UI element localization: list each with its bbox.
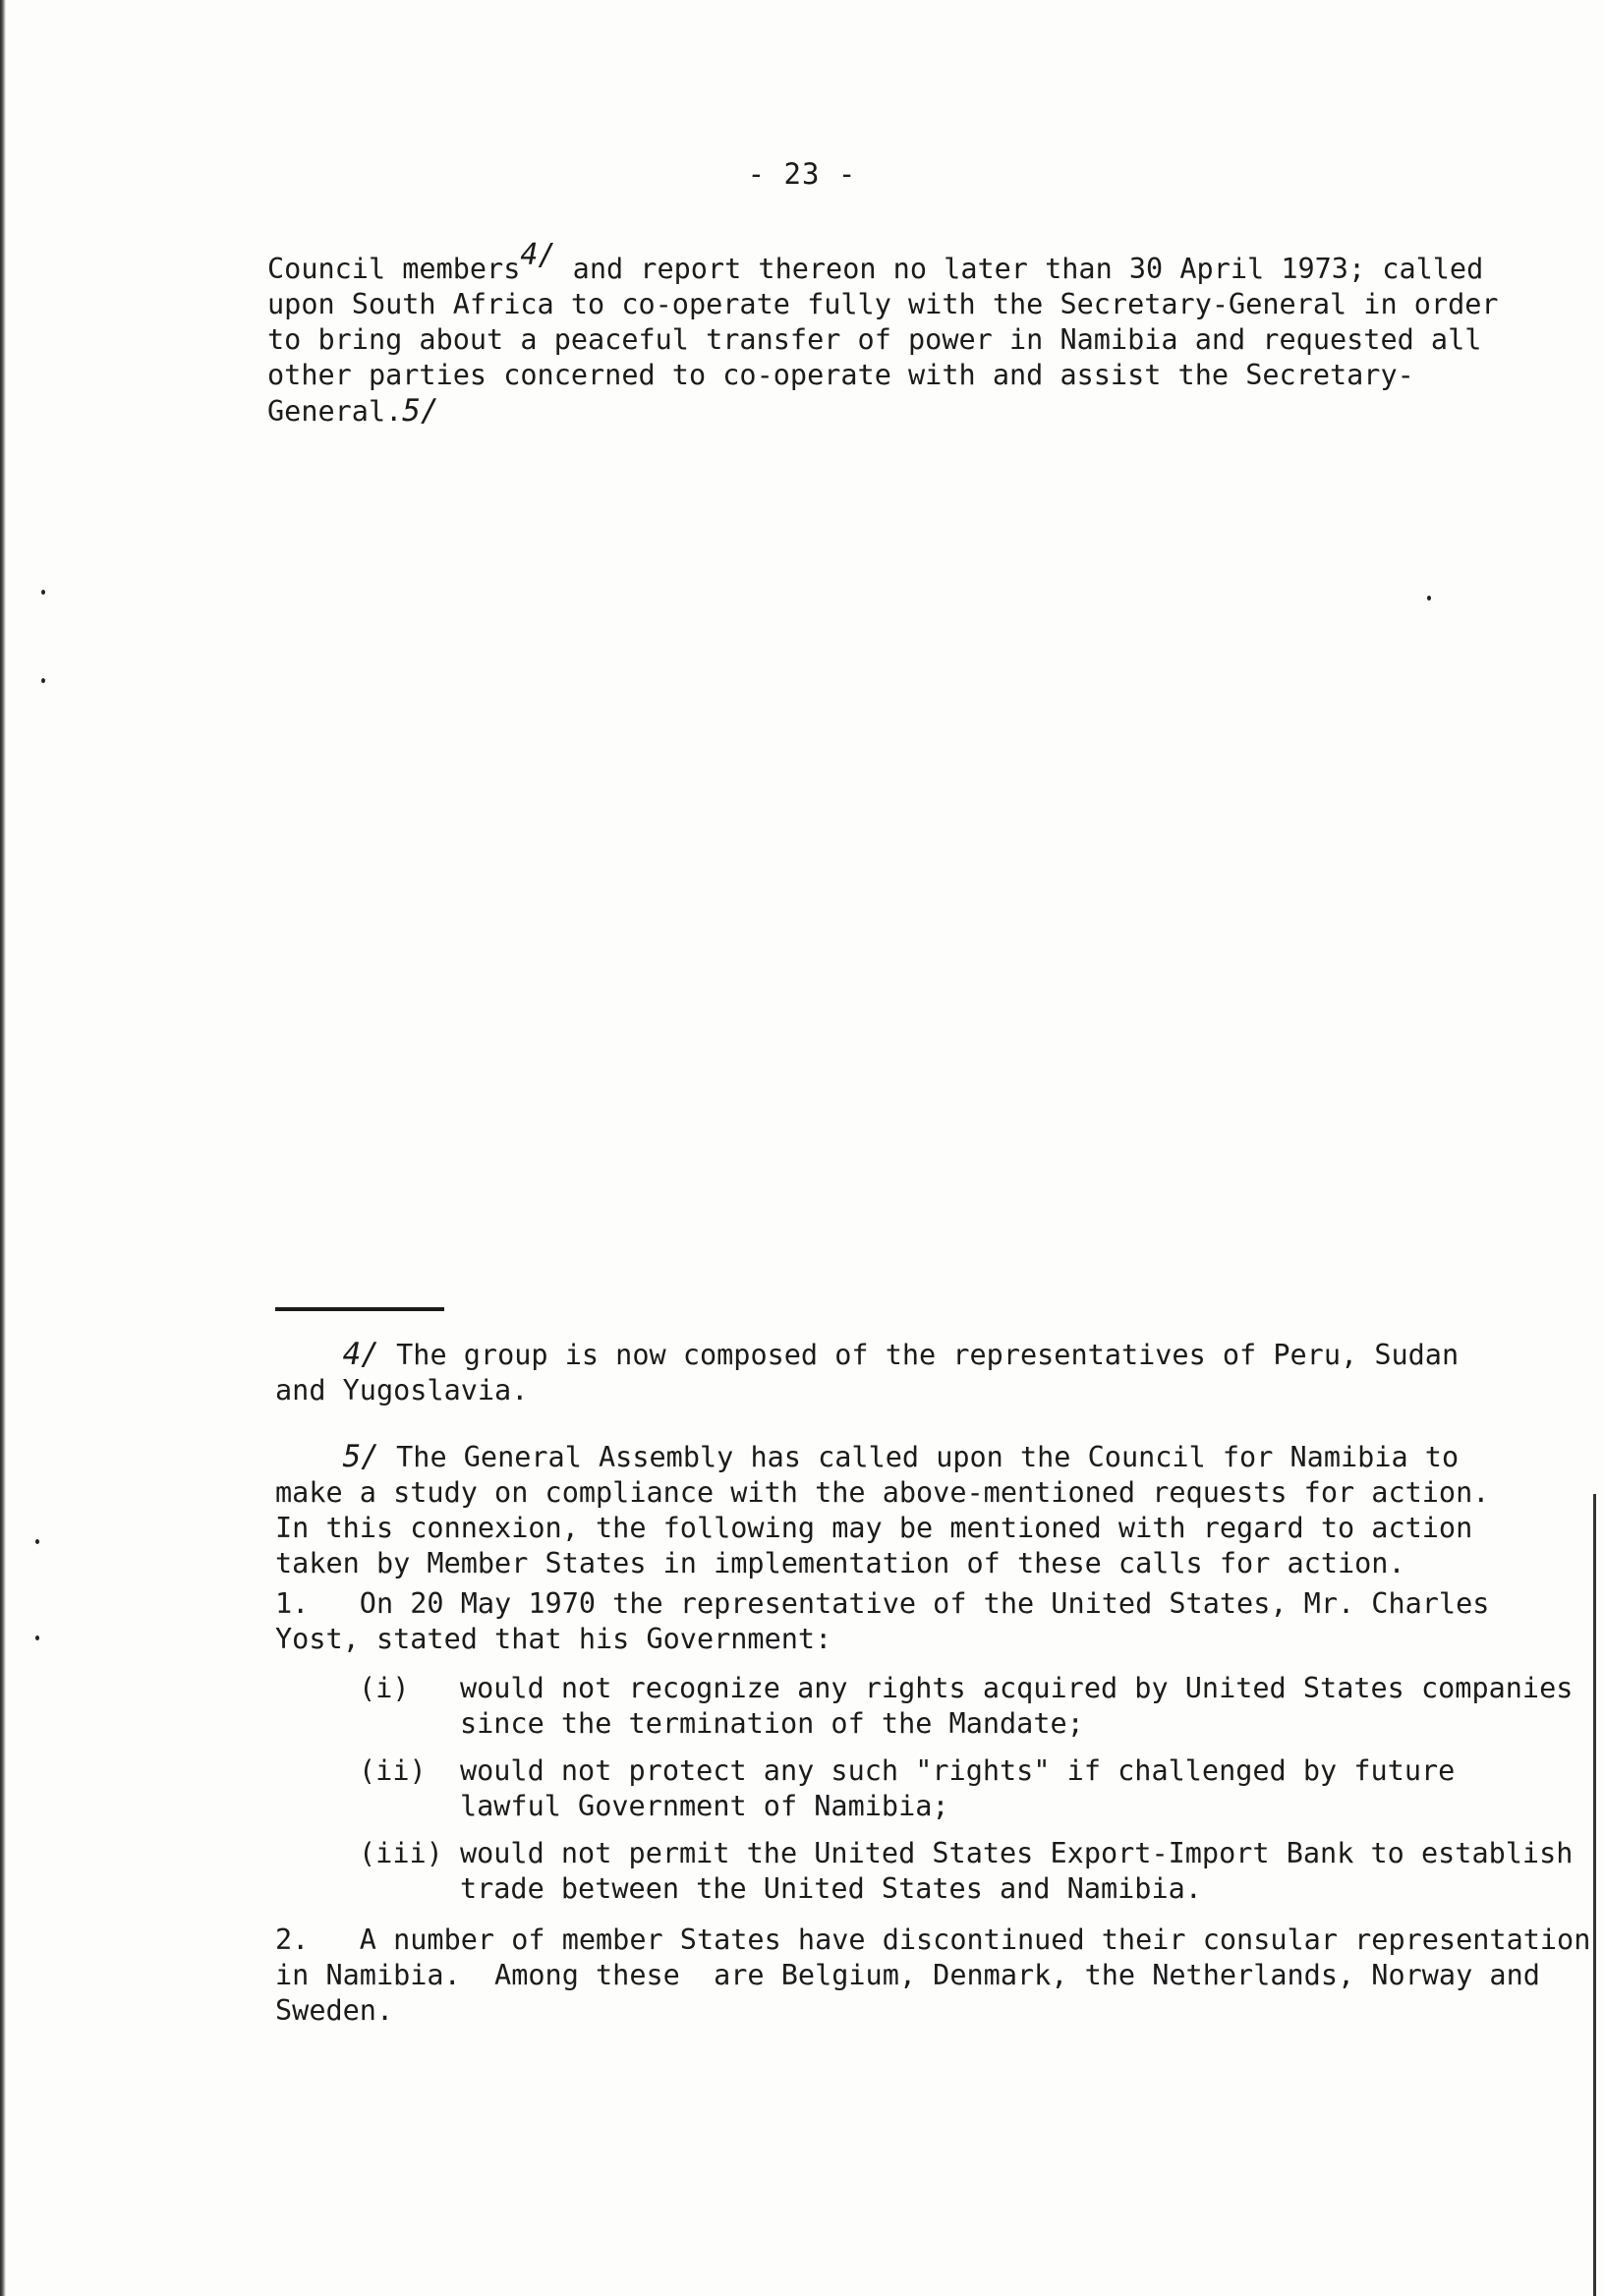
footnote-line: The General Assembly has called upon the Council for Namibia to — [378, 1441, 1460, 1473]
main-paragraph — [267, 238, 1499, 430]
footnote-ref-4: 4/ — [520, 238, 556, 272]
item-line: in Namibia. Among these are Belgium, Denmark, the Netherlands, Norway and — [275, 1959, 1540, 1991]
page-number: - 23 - — [747, 157, 857, 191]
sub-item-line: since the termination of the Mandate; — [359, 1707, 1084, 1740]
sub-item-ii — [359, 1753, 1455, 1824]
numbered-item-2 — [275, 1923, 1590, 2029]
item-line: 2. A number of member States have discontinued their consular representation — [275, 1923, 1591, 1956]
scan-speck — [1427, 596, 1431, 601]
main-line: and report thereon no later than 30 April 1973; called — [555, 253, 1484, 285]
main-line: upon South Africa to co-operate fully with the Secretary-General in order — [267, 288, 1499, 320]
footnote-line: taken by Member States in implementation of these calls for action. — [275, 1547, 1405, 1579]
sub-item-line: (ii) would not protect any such "rights" if challenged by future — [359, 1754, 1456, 1787]
footnote-mark-5: 5/ — [342, 1439, 379, 1474]
scan-speck — [41, 590, 45, 595]
item-line: 1. On 20 May 1970 the representative of the United States, Mr. Charles — [275, 1587, 1490, 1620]
footnote-line: The group is now composed of the representatives of Peru, Sudan — [378, 1339, 1460, 1371]
item-line: Sweden. — [275, 1994, 394, 2027]
scan-edge-right — [1593, 1494, 1596, 2296]
scan-speck — [35, 1636, 39, 1640]
footnote-4 — [275, 1337, 1459, 1408]
scan-speck — [41, 678, 45, 683]
scan-edge-left — [0, 0, 6, 2296]
sub-item-line: (i) would not recognize any rights acquired by United States companies — [359, 1672, 1574, 1704]
sub-item-line: trade between the United States and Namibia. — [359, 1872, 1202, 1905]
footnote-5 — [275, 1439, 1489, 1581]
item-line: Yost, stated that his Government: — [275, 1623, 832, 1655]
footnote-separator — [275, 1307, 444, 1311]
main-line: Council members — [267, 253, 521, 285]
sub-item-i — [359, 1671, 1573, 1742]
footnote-mark-4: 4/ — [342, 1337, 379, 1372]
main-line: to bring about a peaceful transfer of power in Namibia and requested all — [267, 323, 1482, 356]
footnote-line: In this connexion, the following may be mentioned with regard to action — [275, 1512, 1473, 1544]
sub-item-line: (iii) would not permit the United States Export-Import Bank to establish — [359, 1837, 1574, 1869]
footnote-line: and Yugoslavia. — [275, 1374, 529, 1406]
main-line: other parties concerned to co-operate with and assist the Secretary- — [267, 359, 1414, 391]
footnote-ref-5: 5/ — [402, 393, 439, 429]
scan-speck — [35, 1539, 39, 1544]
footnote-line: make a study on compliance with the above-mentioned requests for action. — [275, 1476, 1490, 1509]
sub-item-line: lawful Government of Namibia; — [359, 1790, 949, 1822]
sub-item-iii — [359, 1836, 1573, 1907]
numbered-item-1 — [275, 1586, 1489, 1657]
main-line: General. — [267, 395, 403, 428]
